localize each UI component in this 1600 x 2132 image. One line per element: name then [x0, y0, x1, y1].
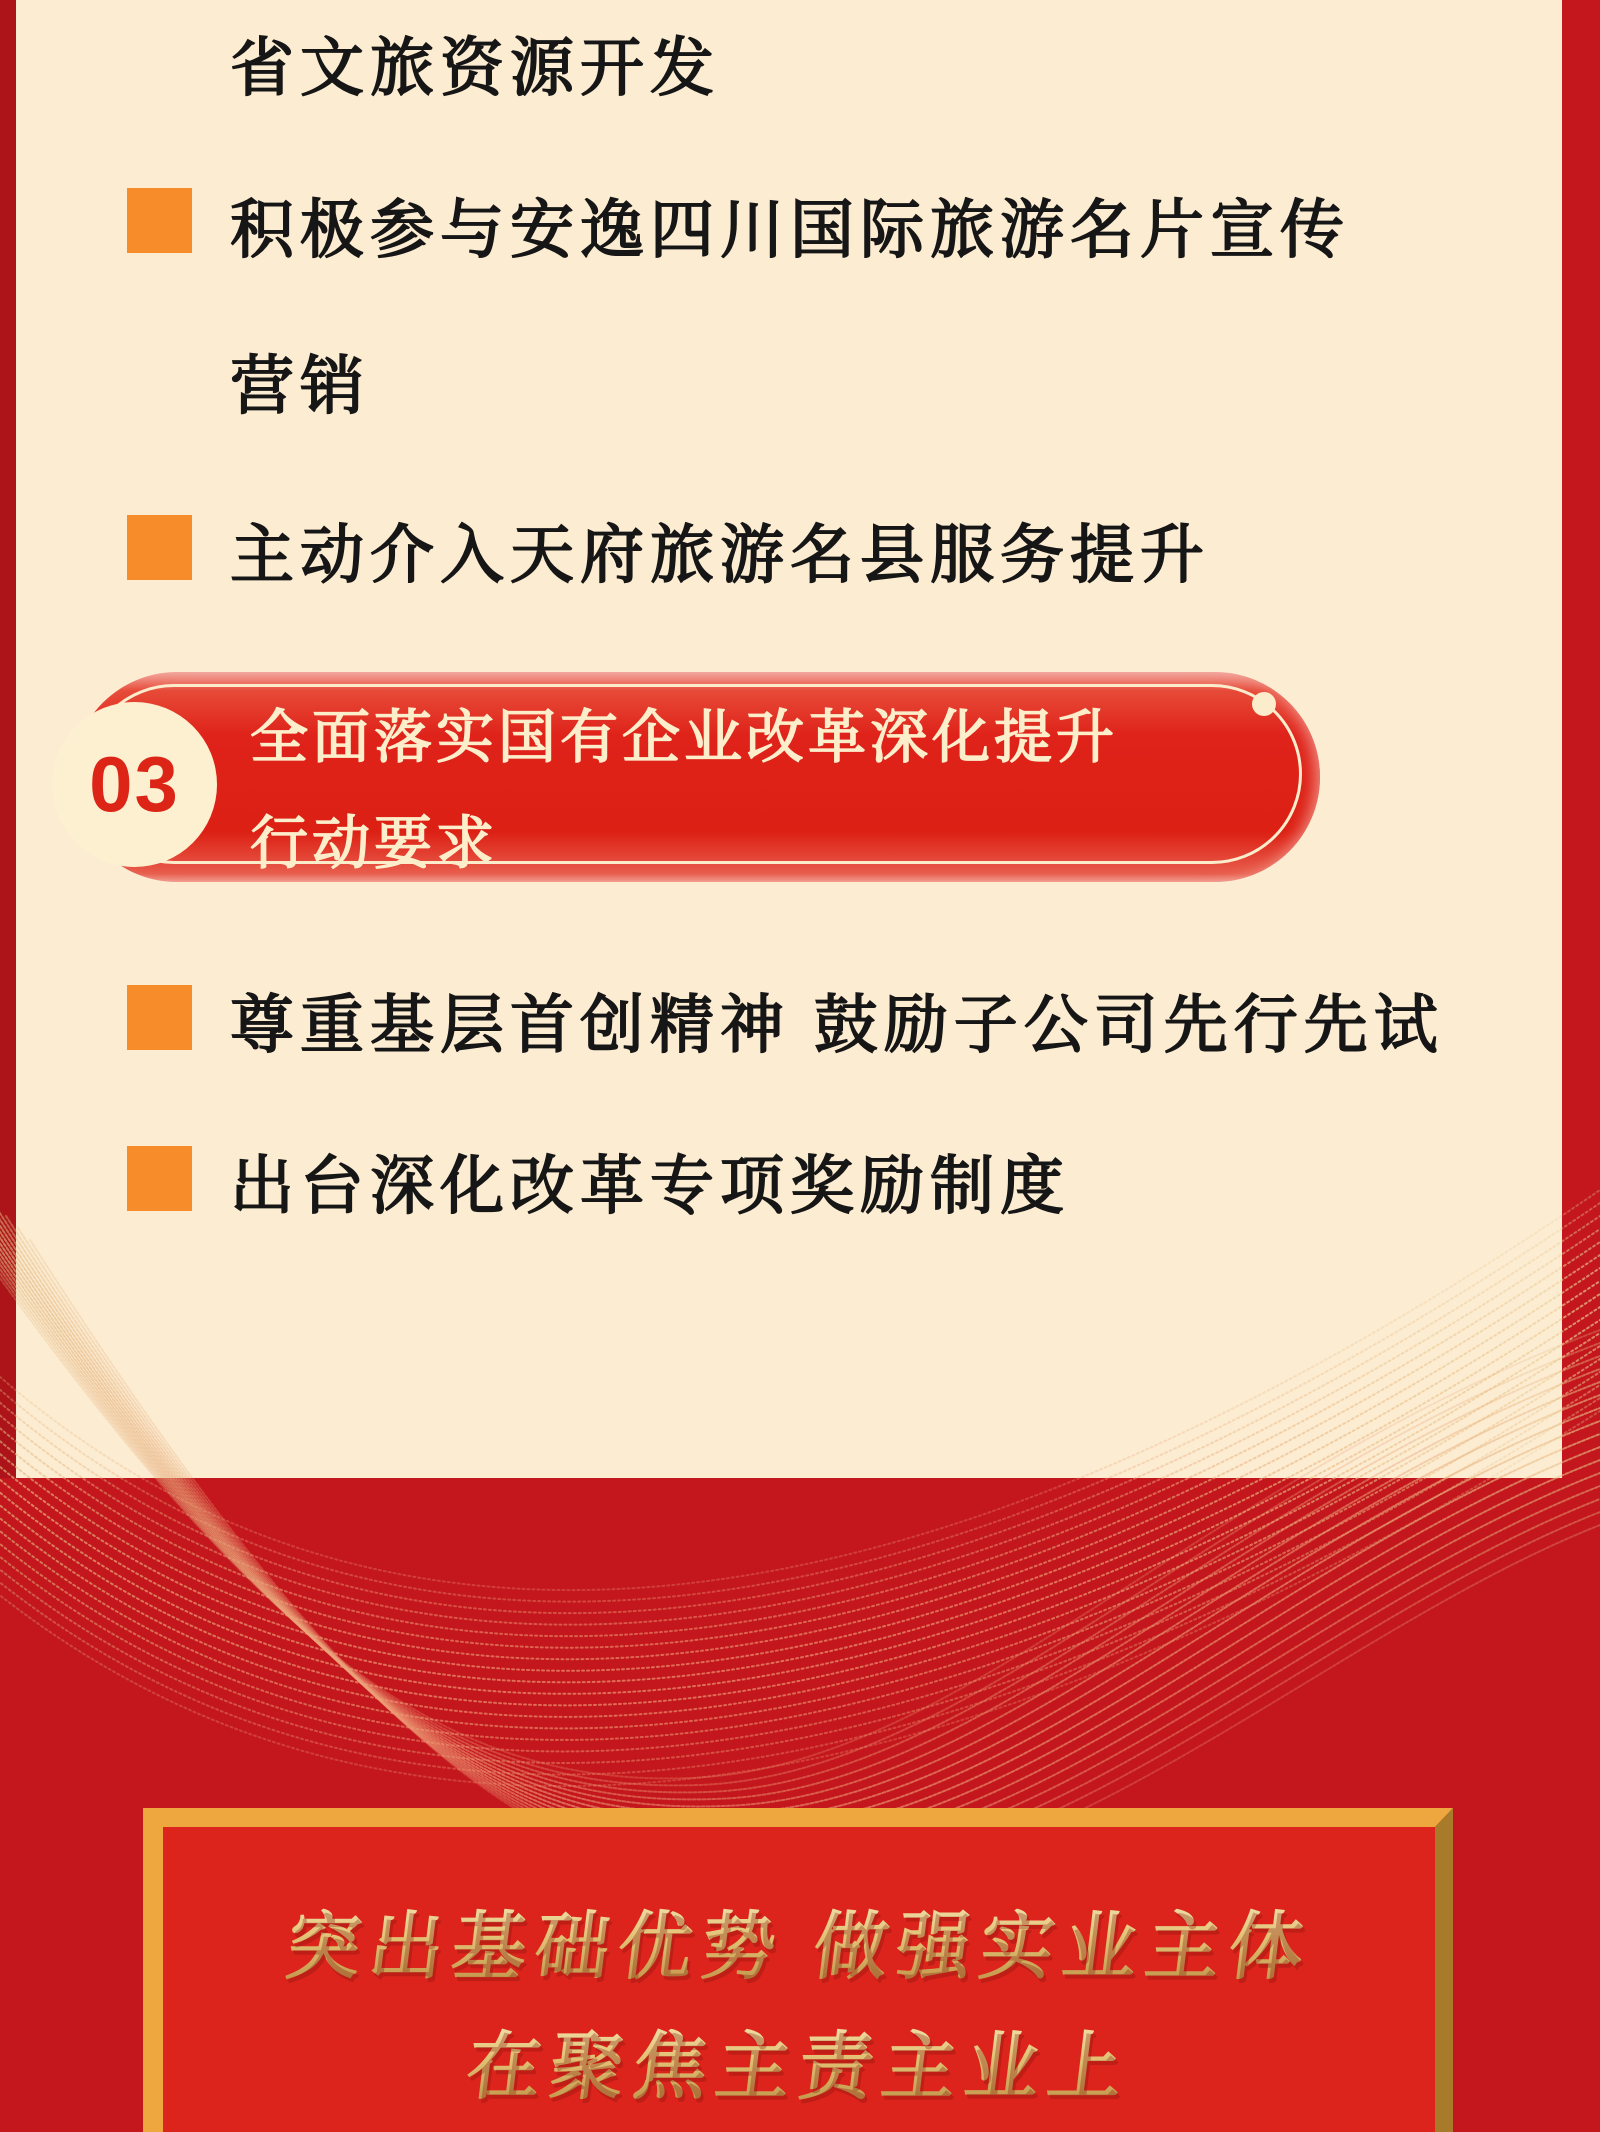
- section-number: 03: [89, 740, 180, 828]
- list-item-text: 营销: [230, 350, 370, 422]
- right-red-strip: [1562, 0, 1600, 1478]
- banner-dot-icon: [1252, 692, 1276, 716]
- bullet-square-icon: [127, 985, 192, 1050]
- list-item-text: 尊重基层首创精神 鼓励子公司先行先试: [230, 989, 1444, 1061]
- bullet-square-icon: [127, 515, 192, 580]
- bullet-square-icon: [127, 1146, 192, 1211]
- left-red-strip: [0, 0, 16, 1478]
- list-item-text: 省文旅资源开发: [230, 32, 720, 104]
- bullet-square-icon: [127, 188, 192, 253]
- footer-title-line2: 在聚焦主责主业上: [0, 2008, 1600, 2114]
- section-title-line1: 全面落实国有企业改革深化提升: [250, 705, 1119, 770]
- footer-title-line1: 突出基础优势 做强实业主体: [0, 1888, 1600, 1994]
- section-title-line2: 行动要求: [250, 811, 499, 876]
- list-item-text: 主动介入天府旅游名县服务提升: [230, 519, 1210, 591]
- list-item-text: 出台深化改革专项奖励制度: [230, 1150, 1070, 1222]
- section-number-badge: [52, 702, 217, 867]
- footer-frame-top-bar: [143, 1808, 1453, 1827]
- list-item-text: 积极参与安逸四川国际旅游名片宣传: [230, 194, 1350, 266]
